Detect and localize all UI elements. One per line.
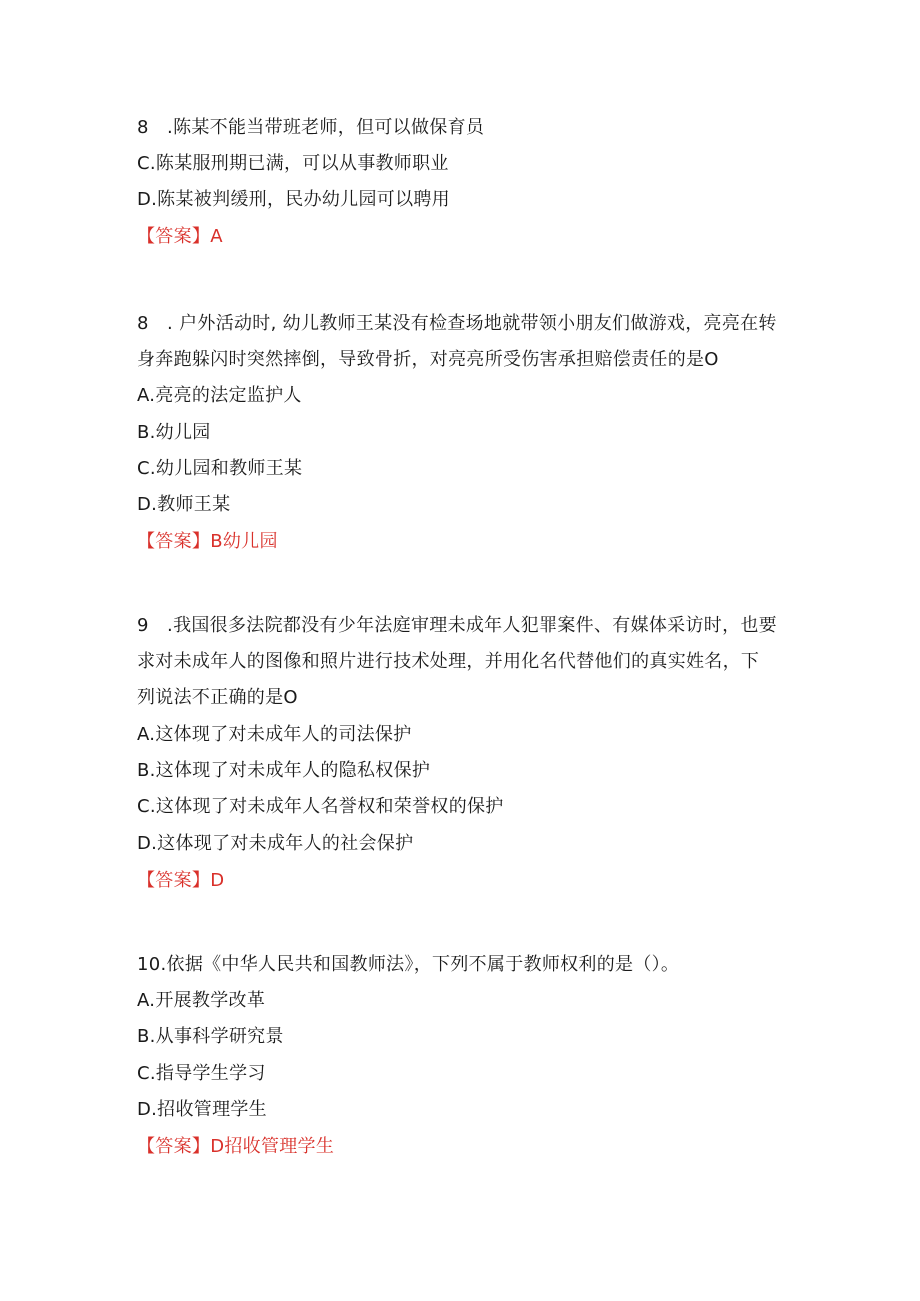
question-9-answer: 【答案】D — [137, 870, 225, 891]
question-9-option-a: A.这体现了对未成年人的司法保护 — [137, 724, 412, 745]
question-10-stem: 10.依据《中华人民共和国教师法》，下列不属于教师权利的是（）。 — [137, 954, 680, 975]
answer-prev: 【答案】A — [137, 226, 223, 247]
question-8-option-c: C.幼儿园和教师王某 — [137, 458, 303, 479]
question-8-option-a: A.亮亮的法定监护人 — [137, 385, 302, 406]
question-10-option-b: B.从事科学研究景 — [137, 1026, 284, 1047]
question-9-option-b: B.这体现了对未成年人的隐私权保护 — [137, 760, 431, 781]
question-10-option-a: A.开展教学改革 — [137, 990, 266, 1011]
question-9-stem-line-3: 列说法不正确的是O — [137, 687, 298, 708]
question-8-answer: 【答案】B幼儿园 — [137, 531, 278, 552]
option-d-prev: D.陈某被判缓刑，民办幼儿园可以聘用 — [137, 189, 450, 210]
question-9-stem-line-1: 9 .我国很多法院都没有少年法庭审理未成年人犯罪案件、有媒体采访时，也要 — [137, 615, 777, 636]
question-8-option-b: B.幼儿园 — [137, 422, 211, 443]
question-10-option-c: C.指导学生学习 — [137, 1063, 266, 1084]
question-9-option-c: C.这体现了对未成年人名誉权和荣誉权的保护 — [137, 796, 504, 817]
question-9-stem-line-2: 求对未成年人的图像和照片进行技术处理，并用化名代替他们的真实姓名，下 — [137, 651, 760, 672]
question-10-answer: 【答案】D招收管理学生 — [137, 1136, 335, 1157]
question-10-option-d: D.招收管理学生 — [137, 1099, 267, 1120]
question-9-option-d: D.这体现了对未成年人的社会保护 — [137, 833, 414, 854]
option-c-prev: C.陈某服刑期已满，可以从事教师职业 — [137, 153, 449, 174]
question-8-stem-line-2: 身奔跑躲闪时突然摔倒，导致骨折，对亮亮所受伤害承担赔偿责任的是O — [137, 349, 719, 370]
question-8-option-d: D.教师王某 — [137, 494, 231, 515]
option-b-prev: 8 .陈某不能当带班老师，但可以做保育员 — [137, 117, 485, 138]
question-8-stem-line-1: 8 . 户外活动时, 幼儿教师王某没有检查场地就带领小朋友们做游戏，亮亮在转 — [137, 313, 777, 334]
